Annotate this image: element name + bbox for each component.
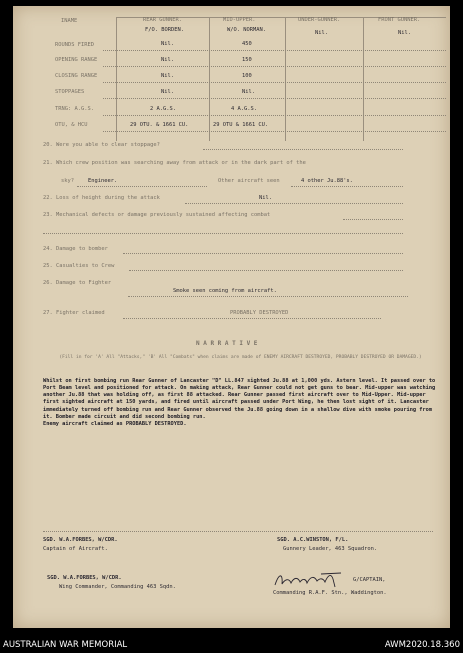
column-header-rear: REAR GUNNER. (143, 17, 182, 23)
handwritten-signature (273, 569, 348, 591)
gunnery-leader-title: Gunnery Leader, 463 Squadron. (283, 546, 378, 552)
document-page (13, 6, 450, 628)
cell-rear: 2 A.G.S. (150, 106, 176, 112)
answer-line (128, 296, 408, 297)
narrative-instructions: (Fill in for 'A' All "Attacks," 'B' All "Combats" when claims are made of ENEMY AIRCRAFT DESTROYED, PROBABLY DESTROYED OR DAMAGED.) (59, 355, 422, 360)
question-25: 25. Casualties to Crew (43, 263, 115, 269)
row-label: CLOSING RANGE (55, 73, 98, 79)
question-20: 20. Were you able to clear stoppage? (43, 142, 160, 148)
column-header-under: UNDER-GUNNER. (298, 17, 341, 23)
answer-line (343, 219, 403, 220)
question-22: 22. Loss of height during the attack (43, 195, 160, 201)
row-label: STOPPAGES (55, 89, 85, 95)
cell-mid: 450 (242, 41, 252, 47)
column-divider (285, 17, 286, 141)
row-line (103, 115, 446, 116)
column-header-front: FRONT GUNNER. (378, 17, 421, 23)
answer-21: Engineer. (88, 178, 118, 184)
row-line (103, 98, 446, 99)
group-captain-rank: G/CAPTAIN, (353, 577, 386, 583)
cell-rear: Nil. (161, 89, 174, 95)
answer-22: Nil. (259, 195, 272, 201)
signature-line (43, 531, 433, 532)
answer-line (77, 186, 207, 187)
cell-under: Nil. (315, 30, 328, 36)
answer-21-other: 4 other Ju.88's. (301, 178, 353, 184)
answer-line (123, 253, 403, 254)
question-21-cont: sky? (61, 178, 74, 184)
cell-mid: 29 OTU & 1661 CU. (213, 122, 269, 128)
wing-commander-title: Wing Commander, Commanding 463 Sqdn. (59, 584, 176, 590)
cell-mid: 150 (242, 57, 252, 63)
answer-27: PROBABLY DESTROYED (230, 310, 289, 316)
answer-line (185, 203, 403, 204)
mid-upper-name: W/O. NORMAN. (227, 27, 266, 33)
question-21-other: Other aircraft seen (218, 178, 280, 184)
row-line (103, 82, 446, 83)
archive-footer (0, 636, 463, 653)
answer-line (123, 318, 381, 319)
gunnery-leader-signed: SGD. A.C.WINSTON, F/L. (277, 537, 349, 543)
row-line (103, 131, 446, 132)
answer-line (129, 270, 403, 271)
row-label: OPENING RANGE (55, 57, 98, 63)
cell-mid: 4 A.G.S. (231, 106, 257, 112)
answer-line (291, 186, 403, 187)
captain-signed: SGD. W.A.FORBES, W/CDR. (43, 537, 118, 543)
column-header-mid: MID-UPPER. (223, 17, 256, 23)
question-24: 24. Damage to bomber (43, 246, 108, 252)
group-captain-station: Commanding R.A.F. Stn., Waddington. (273, 590, 387, 596)
question-26: 26. Damage to Fighter (43, 280, 112, 286)
cell-rear: 29 OTU. & 1661 CU. (130, 122, 189, 128)
table-corner-label: INAME (61, 18, 78, 24)
column-divider (116, 17, 117, 141)
row-label: OTU, & HCU (55, 122, 88, 128)
narrative-text: Whilst on first bombing run Rear Gunner of Lancaster "D" LL.847 sighted Ju.88 at 1,000 yds. Astern level. It passed over to Port Beam level and positioned for attack. On making attack, Rear Gunner could not get guns to bear. Mid-upper was watching another Ju.88 that was holding off, as first 88 attacked. Rear Gunner passed first aircraft over to Mid-Upper. Mid-upper first sighted aircraft at 150 yards, and fired until aircraft passed under Port Wing, he then lost sight of it. Lancaster immediately turned off bombing run and Rear Gunner observed the Ju.88 going down in a shallow dive with smoke pouring from it. Bomber made circuit and did second bombing run. (43, 378, 436, 420)
wing-commander-signed: SGD. W.A.FORBES, W/CDR. (47, 575, 122, 581)
question-21: 21. Which crew position was searching away from attack or in the dark part of the (43, 160, 306, 166)
row-label: TRNG: A.G.S. (55, 106, 94, 112)
answer-line (203, 149, 403, 150)
rear-gunner-name: F/O. BORDEN. (145, 27, 184, 33)
column-divider (363, 17, 364, 141)
column-divider (209, 17, 210, 141)
cell-mid: 100 (242, 73, 252, 79)
cell-rear: Nil. (161, 41, 174, 47)
cell-mid: Nil. (242, 89, 255, 95)
answer-26: Smoke seen coming from aircraft. (173, 288, 277, 294)
row-label: ROUNDS FIRED (55, 42, 94, 48)
answer-line (43, 233, 403, 234)
cell-rear: Nil. (161, 73, 174, 79)
cell-rear: Nil. (161, 57, 174, 63)
question-23: 23. Mechanical defects or damage previously sustained affecting combat (43, 212, 271, 218)
question-27: 27. Fighter claimed (43, 310, 105, 316)
cell-front: Nil. (398, 30, 411, 36)
row-line (103, 50, 446, 51)
captain-title: Captain of Aircraft. (43, 546, 108, 552)
row-line (103, 66, 446, 67)
narrative-title: N A R R A T I V E (196, 340, 258, 347)
narrative-body (43, 378, 438, 428)
footer-institution: AUSTRALIAN WAR MEMORIAL (3, 640, 128, 650)
narrative-claim: Enemy aircraft claimed as PROBABLY DESTROYED. (43, 420, 187, 427)
footer-accession-number: AWM2020.18.360 (384, 640, 460, 650)
